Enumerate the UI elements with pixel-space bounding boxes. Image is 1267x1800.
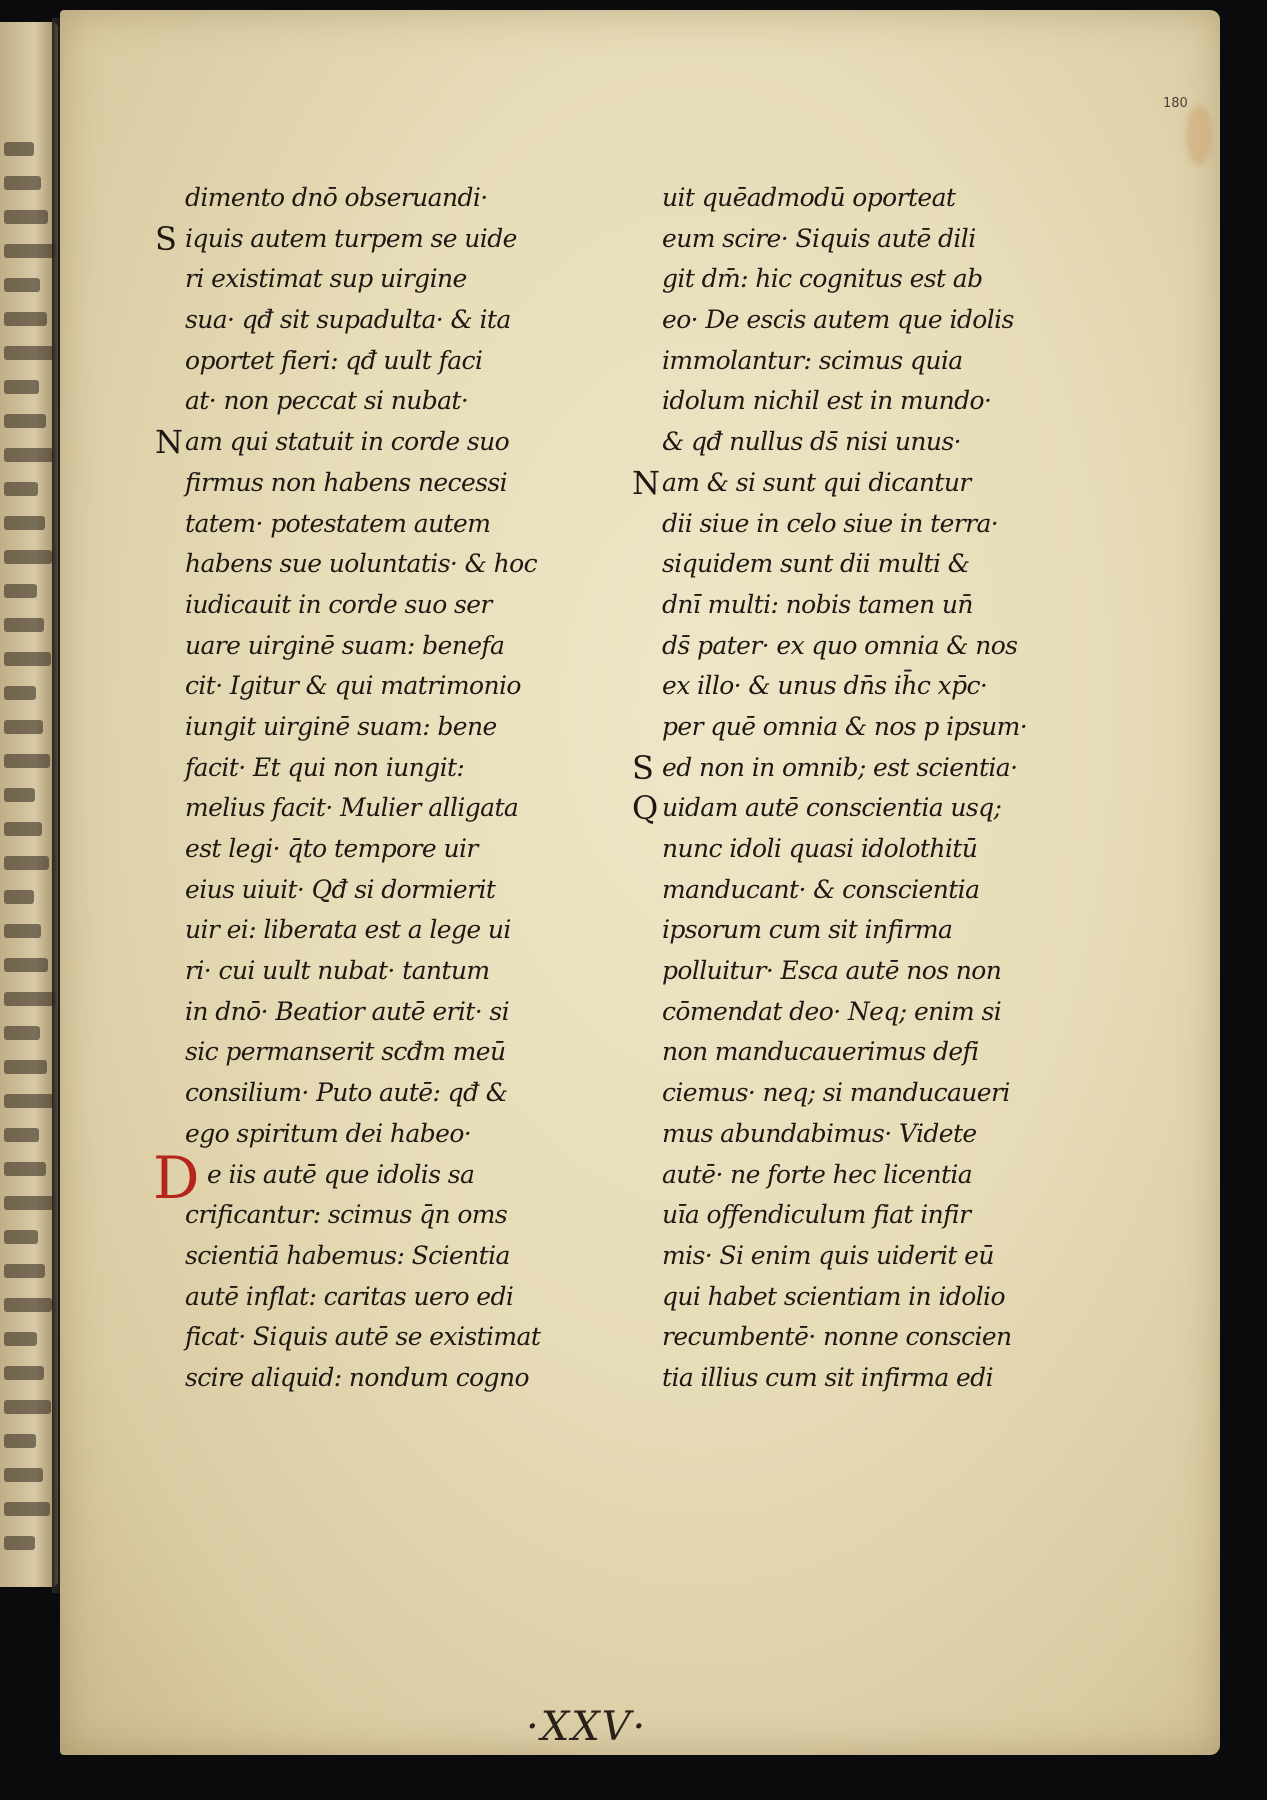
- line-text: mis· Si enim quis uiderit eū: [662, 1240, 994, 1270]
- facing-page-script: [4, 1162, 46, 1176]
- text-line: [632, 788, 1052, 829]
- facing-page-script: [4, 448, 53, 462]
- line-text: ri· cui uult nubat· tantum: [185, 956, 490, 986]
- text-line: [632, 1155, 1052, 1196]
- line-text: oportet fieri: qđ uult faci: [185, 345, 483, 375]
- line-text: tia illius cum sit infirma edi: [662, 1362, 993, 1392]
- line-text: sic permanserit scđm meū: [185, 1037, 506, 1067]
- line-initial: S: [632, 748, 654, 787]
- text-line: [632, 1277, 1052, 1318]
- line-text: mus abundabimus· Videte: [662, 1118, 977, 1148]
- text-line: [632, 341, 1052, 382]
- text-line: [155, 381, 575, 422]
- facing-page-script: [4, 754, 50, 768]
- facing-page-script: [4, 1230, 38, 1244]
- line-text: cōmendat deo· Neq; enim si: [662, 996, 1002, 1026]
- line-text: manducant· & conscientia: [662, 874, 980, 904]
- line-text: qui habet scientiam in idolio: [662, 1281, 1005, 1311]
- line-text: scire aliquid: nondum cogno: [185, 1362, 529, 1392]
- line-text: uare uirginē suam: benefa: [185, 630, 505, 660]
- facing-page-script: [4, 1196, 53, 1210]
- line-text: uidam autē conscientia usq;: [662, 793, 1002, 823]
- facing-page-edge: [0, 22, 58, 1587]
- text-line: [155, 300, 575, 341]
- facing-page-script: [4, 584, 37, 598]
- text-line: [155, 707, 575, 748]
- line-text: ficat· Siquis autē se existimat: [185, 1322, 541, 1352]
- facing-page-script: [4, 278, 40, 292]
- text-line: [632, 504, 1052, 545]
- text-line: [632, 748, 1052, 789]
- text-line: [632, 259, 1052, 300]
- text-line: [155, 422, 575, 463]
- text-line: [155, 544, 575, 585]
- text-line: [155, 585, 575, 626]
- line-text: in dnō· Beatior autē erit· si: [185, 996, 510, 1026]
- folio-number: 180: [1163, 96, 1188, 111]
- text-line: [155, 1358, 575, 1399]
- text-line: [155, 178, 575, 219]
- line-text: melius facit· Mulier alligata: [185, 793, 519, 823]
- line-text: & qđ nullus ds̄ nisi unus·: [662, 427, 961, 457]
- facing-page-script: [4, 958, 48, 972]
- facing-page-script: [4, 890, 34, 904]
- text-line: [632, 1073, 1052, 1114]
- facing-page-script: [4, 822, 42, 836]
- line-text: siquidem sunt dii multi &: [662, 549, 970, 579]
- right-text-column: [632, 178, 1052, 1399]
- line-text: autē inflat: caritas uero edi: [185, 1281, 514, 1311]
- line-text: nunc idoli quasi idolothitū: [662, 834, 978, 863]
- facing-page-script: [4, 924, 41, 938]
- line-text: ex illo· & unus dn̄s ih̄c xp̄c·: [662, 671, 988, 701]
- line-text: polluitur· Esca autē nos non: [662, 956, 1002, 986]
- line-text: am & si sunt qui dicantur: [662, 467, 971, 497]
- facing-page-script: [4, 1094, 54, 1108]
- facing-page-script: [4, 788, 35, 802]
- line-text: eo· De escis autem que idolis: [662, 305, 1014, 335]
- quire-signature: ·XXV·: [526, 1704, 648, 1750]
- line-text: autē· ne forte hec licentia: [662, 1159, 973, 1189]
- facing-page-script: [4, 1128, 39, 1142]
- line-text: dnī multi: nobis tamen un̄: [662, 589, 973, 619]
- text-line: [155, 666, 575, 707]
- line-text: uit quēadmodū oporteat: [662, 183, 956, 212]
- line-text: am qui statuit in corde suo: [185, 427, 510, 457]
- text-line: [632, 1358, 1052, 1399]
- line-text: firmus non habens necessi: [185, 467, 508, 497]
- facing-page-script: [4, 992, 55, 1006]
- text-line: [155, 626, 575, 667]
- text-line: [632, 870, 1052, 911]
- text-line: [632, 422, 1052, 463]
- text-line: [632, 1114, 1052, 1155]
- line-text: idolum nichil est in mundo·: [662, 386, 992, 416]
- line-initial: N: [632, 463, 660, 502]
- text-line: [632, 992, 1052, 1033]
- left-text-column: [155, 178, 575, 1399]
- facing-page-script: [4, 1502, 50, 1516]
- text-line: [632, 1317, 1052, 1358]
- line-text: sua· qđ sit supadulta· & ita: [185, 305, 511, 335]
- facing-page-script: [4, 618, 44, 632]
- line-text: iungit uirginē suam: bene: [185, 711, 497, 741]
- facing-page-script: [4, 482, 38, 496]
- text-line: [155, 992, 575, 1033]
- text-line: [155, 748, 575, 789]
- line-text: git dm̄: hic cognitus est ab: [662, 264, 983, 294]
- line-text: crificantur: scimus q̄n oms: [185, 1200, 508, 1230]
- facing-page-script: [4, 652, 51, 666]
- text-line: [632, 381, 1052, 422]
- line-text: iudicauit in corde suo ser: [185, 589, 492, 619]
- text-line: [155, 1073, 575, 1114]
- parchment-stain: [1186, 105, 1212, 165]
- text-line: [632, 219, 1052, 260]
- line-initial: Q: [632, 789, 658, 828]
- line-text: consilium· Puto autē: qđ &: [185, 1078, 508, 1108]
- line-text: uīa offendiculum fiat infir: [662, 1200, 971, 1230]
- line-initial: N: [155, 423, 183, 462]
- facing-page-script: [4, 516, 45, 530]
- text-line: [632, 1195, 1052, 1236]
- text-line: [155, 1236, 575, 1277]
- text-line: [632, 463, 1052, 504]
- facing-page-script: [4, 176, 41, 190]
- text-line: [155, 910, 575, 951]
- facing-page-script: [4, 1536, 35, 1550]
- line-text: uir ei: liberata est a lege ui: [185, 915, 511, 945]
- line-text: per quē omnia & nos p ipsum·: [662, 711, 1028, 741]
- line-text: facit· Et qui non iungit:: [185, 752, 465, 782]
- line-text: recumbentē· nonne conscien: [662, 1322, 1012, 1352]
- line-text: est legi· q̄to tempore uir: [185, 834, 478, 863]
- facing-page-script: [4, 1026, 40, 1040]
- text-line: [632, 1032, 1052, 1073]
- line-text: ed non in omnib; est scientia·: [662, 752, 1018, 782]
- text-line: [632, 1236, 1052, 1277]
- line-text: non manducauerimus defi: [662, 1037, 979, 1067]
- facing-page-script: [4, 414, 46, 428]
- line-text: ipsorum cum sit infirma: [662, 915, 953, 945]
- line-text: eum scire· Siquis autē dili: [662, 223, 976, 253]
- text-line: [155, 1277, 575, 1318]
- text-line: [155, 951, 575, 992]
- facing-page-script: [4, 380, 39, 394]
- text-line: [632, 585, 1052, 626]
- text-line: [632, 707, 1052, 748]
- facing-page-script: [4, 1060, 47, 1074]
- line-text: cit· Igitur & qui matrimonio: [185, 671, 521, 701]
- facing-page-script: [4, 856, 49, 870]
- text-line: [155, 219, 575, 260]
- facing-page-script: [4, 346, 54, 360]
- text-line: [155, 463, 575, 504]
- facing-page-script: [4, 312, 47, 326]
- text-line: [155, 870, 575, 911]
- line-text: iquis autem turpem se uide: [185, 223, 517, 253]
- line-initial: S: [155, 219, 177, 258]
- facing-page-script: [4, 550, 52, 564]
- text-line: [155, 1317, 575, 1358]
- facing-page-script: [4, 1298, 52, 1312]
- facing-page-script: [4, 244, 55, 258]
- text-line: [632, 829, 1052, 870]
- text-line: [632, 626, 1052, 667]
- text-line: [155, 788, 575, 829]
- text-line: [155, 829, 575, 870]
- line-text: dimento dnō obseruandi·: [185, 183, 488, 212]
- line-text: tatem· potestatem autem: [185, 508, 491, 538]
- facing-page-script: [4, 210, 48, 224]
- facing-page-script: [4, 1264, 45, 1278]
- line-text: ri existimat sup uirgine: [185, 264, 467, 294]
- line-text: habens sue uoluntatis· & hoc: [185, 549, 537, 579]
- line-text: ego spiritum dei habeo·: [185, 1118, 472, 1148]
- line-text: eius uiuit· Qđ si dormierit: [185, 874, 496, 904]
- text-line: [632, 910, 1052, 951]
- line-text: e iis autē que idolis sa: [207, 1159, 475, 1189]
- text-line: [632, 951, 1052, 992]
- text-line: [155, 1114, 575, 1155]
- facing-page-script: [4, 1434, 36, 1448]
- text-line: [155, 1032, 575, 1073]
- manuscript-folio: [60, 10, 1220, 1755]
- line-text: dii siue in celo siue in terra·: [662, 508, 999, 538]
- facing-page-script: [4, 1332, 37, 1346]
- text-line: [155, 259, 575, 300]
- text-line: [153, 1143, 575, 1212]
- text-line: [155, 341, 575, 382]
- facing-page-script: [4, 1468, 43, 1482]
- facing-page-script: [4, 686, 36, 700]
- text-line: [155, 1195, 575, 1236]
- text-line: [155, 504, 575, 545]
- line-text: scientiā habemus: Scientia: [185, 1240, 510, 1270]
- text-line: [632, 300, 1052, 341]
- line-text: at· non peccat si nubat·: [185, 386, 469, 416]
- line-text: ds̄ pater· ex quo omnia & nos: [662, 630, 1018, 660]
- line-text: ciemus· neq; si manducaueri: [662, 1078, 1010, 1108]
- facing-page-script: [4, 720, 43, 734]
- text-line: [632, 178, 1052, 219]
- text-line: [632, 544, 1052, 585]
- line-text: immolantur: scimus quia: [662, 345, 963, 375]
- rubricated-initial: D: [153, 1143, 199, 1212]
- text-line: [632, 666, 1052, 707]
- facing-page-script: [4, 142, 34, 156]
- facing-page-script: [4, 1400, 51, 1414]
- facing-page-script: [4, 1366, 44, 1380]
